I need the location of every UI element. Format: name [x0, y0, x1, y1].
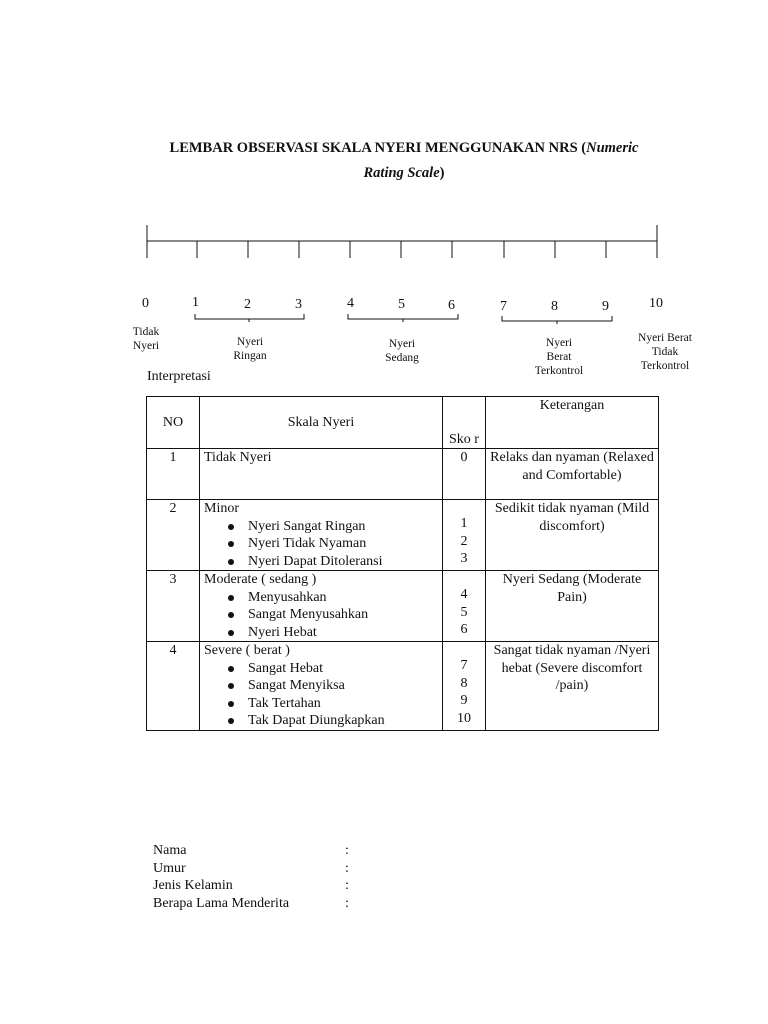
title-text: LEMBAR OBSERVASI SKALA NYERI MENGGUNAKAN NRS ( — [169, 140, 587, 156]
row-keterangan: Relaks dan nyaman (Relaxed and Comfortable) — [486, 449, 659, 500]
form-row-jenis-kelamin — [153, 877, 349, 895]
bracket-berat-terkontrol — [502, 316, 612, 324]
scale-number-1: 1 — [192, 295, 199, 310]
scale-number-8: 8 — [551, 299, 558, 314]
header-keterangan: Keterangan — [486, 397, 659, 449]
bracket-sedang — [348, 314, 458, 322]
row-skala — [200, 500, 443, 571]
scale-number-10: 10 — [649, 296, 663, 311]
scale-number-5: 5 — [398, 297, 405, 312]
field-label: Nama — [153, 843, 187, 858]
patient-info-form — [153, 842, 349, 912]
row-skor: 7 8 9 10 — [443, 642, 486, 731]
row-no: 2 — [147, 500, 200, 571]
field-separator: : — [345, 843, 349, 858]
table-row — [147, 571, 659, 642]
row-keterangan: Sangat tidak nyaman /Nyeri hebat (Severe discomfort /pain) — [486, 642, 659, 731]
scale-number-0: 0 — [142, 296, 149, 311]
field-label: Umur — [153, 860, 186, 876]
field-label: Jenis Kelamin — [153, 878, 233, 893]
header-no: NO — [147, 397, 200, 449]
row-keterangan: Sedikit tidak nyaman (Mild discomfort) — [486, 500, 659, 571]
list-item: Tak Dapat Diungkapkan — [248, 712, 438, 730]
label-nyeri-sedang: Nyeri Sedang — [385, 338, 419, 364]
list-item: Sangat Menyusahkan — [248, 606, 438, 624]
form-row-nama — [153, 842, 349, 860]
row-no: 1 — [147, 449, 200, 500]
row-no: 3 — [147, 571, 200, 642]
label-nyeri-berat-terkontrol: Nyeri Berat Terkontrol — [534, 337, 584, 377]
field-separator: : — [345, 878, 349, 893]
interpretasi-label: Interpretasi — [147, 369, 211, 384]
bullet-list — [204, 589, 438, 642]
row-keterangan: Nyeri Sedang (Moderate Pain) — [486, 571, 659, 642]
scale-number-4: 4 — [347, 296, 354, 311]
row-skor: 4 5 6 — [443, 571, 486, 642]
bullet-list — [204, 660, 438, 730]
bracket-ringan — [195, 314, 304, 322]
row-category: Minor — [204, 501, 239, 516]
form-row-umur — [153, 860, 349, 878]
field-separator: : — [345, 860, 349, 876]
label-nyeri-berat-tidak-terkontrol: Nyeri Berat Tidak Terkontrol — [638, 332, 692, 372]
row-no: 4 — [147, 642, 200, 731]
scale-number-3: 3 — [295, 297, 302, 312]
table-row — [147, 449, 659, 500]
form-row-lama-menderita — [153, 895, 349, 913]
header-skor: Sko r — [443, 397, 486, 449]
row-skala: Tidak Nyeri — [200, 449, 443, 500]
row-category: Severe ( berat ) — [204, 643, 290, 658]
title-italic-1: Numeric — [586, 140, 639, 156]
scale-number-6: 6 — [448, 298, 455, 313]
row-category: Moderate ( sedang ) — [204, 572, 317, 587]
table-header-row — [147, 397, 659, 449]
title-close: ) — [439, 165, 445, 181]
list-item: Nyeri Hebat — [248, 624, 438, 642]
title-italic-2: Rating Scale — [363, 165, 440, 181]
row-skor: 1 2 3 — [443, 500, 486, 571]
table-row — [147, 642, 659, 731]
list-item: Nyeri Sangat Ringan — [248, 518, 438, 536]
label-tidak-nyeri: Tidak Nyeri — [132, 326, 160, 352]
row-skala — [200, 642, 443, 731]
header-skala: Skala Nyeri — [200, 397, 443, 449]
scale-number-9: 9 — [602, 299, 609, 314]
list-item: Sangat Hebat — [248, 660, 438, 678]
field-separator: : — [345, 895, 349, 911]
bullet-list — [204, 518, 438, 571]
list-item: Nyeri Tidak Nyaman — [248, 535, 438, 553]
list-item: Nyeri Dapat Ditoleransi — [248, 553, 438, 571]
table-row — [147, 500, 659, 571]
field-label: Berapa Lama Menderita — [153, 895, 290, 911]
label-nyeri-ringan: Nyeri Ringan — [233, 336, 267, 362]
list-item: Menyusahkan — [248, 589, 438, 607]
scale-number-2: 2 — [244, 297, 251, 312]
scale-number-7: 7 — [500, 299, 507, 314]
row-skor: 0 — [443, 449, 486, 500]
row-skala — [200, 571, 443, 642]
pain-scale-table — [146, 396, 659, 731]
list-item: Sangat Menyiksa — [248, 677, 438, 695]
list-item: Tak Tertahan — [248, 695, 438, 713]
